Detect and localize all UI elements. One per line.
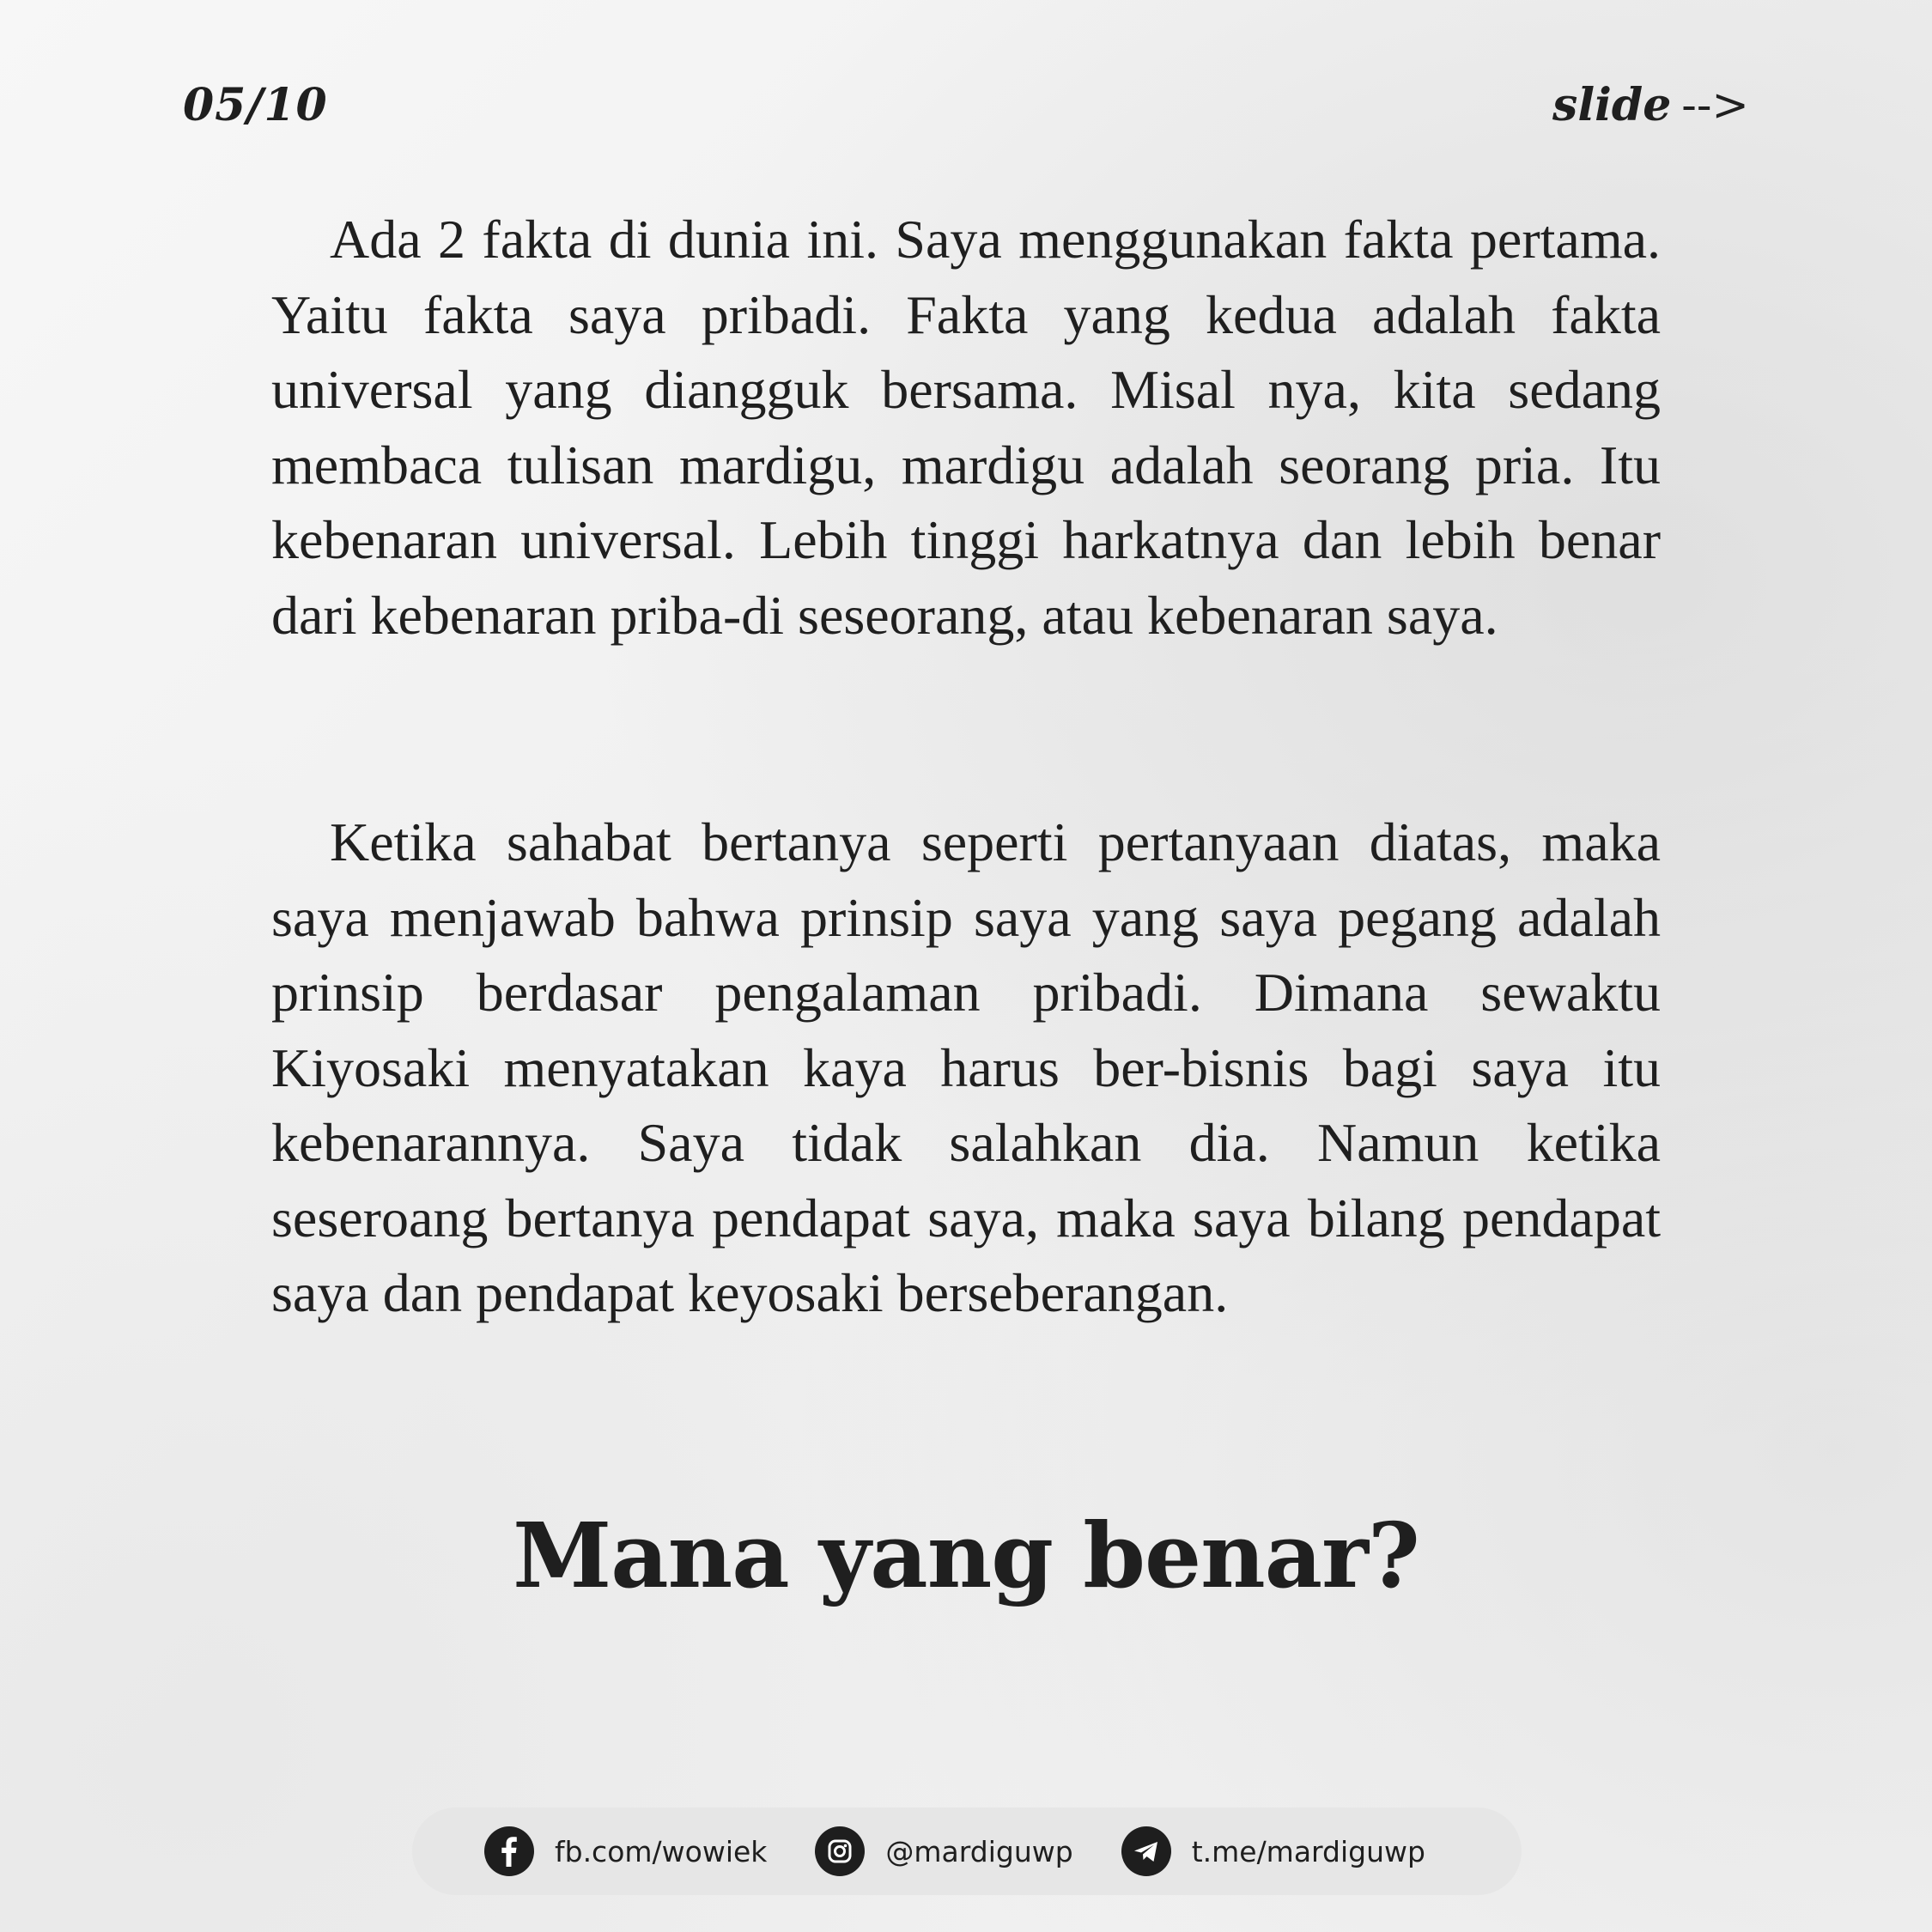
paragraph-1: Ada 2 fakta di dunia ini. Saya menggunakan fakta pertama. Yaitu fakta saya pribadi. Fakta yang kedua adalah fakta universal yang diangguk bersama. Misal nya, kita sedang membaca tulisan mardigu, mardigu adalah seorang pria. Itu kebenaran universal. Lebih tinggi harkatnya dan lebih benar dari kebenaran priba-di seseorang, atau kebenaran saya. bbox=[271, 209, 1661, 646]
instagram-label: @mardiguwp bbox=[885, 1834, 1073, 1868]
telegram-label: t.me/mardiguwp bbox=[1191, 1834, 1425, 1868]
instagram-icon bbox=[815, 1826, 865, 1876]
social-bar bbox=[412, 1807, 1522, 1895]
telegram-icon bbox=[1121, 1826, 1171, 1876]
facebook-label: fb.com/wowiek bbox=[555, 1834, 768, 1868]
question-heading: Mana yang benar? bbox=[513, 1503, 1419, 1608]
facebook-icon bbox=[484, 1826, 534, 1876]
slide-hint[interactable] bbox=[1552, 79, 1749, 131]
paragraph-2: Ketika sahabat bertanya seperti pertanyaan diatas, maka saya menjawab bahwa prinsip saya yang saya pegang adalah prinsip berdasar pengalaman pribadi. Dimana sewaktu Kiyosaki menyatakan kaya harus ber-bisnis bagi saya itu kebenarannya. Saya tidak salahkan dia. Namun ketika seseroang bertanya pendapat saya, maka saya bilang pendapat saya dan pendapat keyosaki berseberangan. bbox=[271, 811, 1661, 1323]
slide-label: slide bbox=[1552, 79, 1672, 131]
social-item-facebook[interactable] bbox=[484, 1826, 767, 1876]
slide-arrow: --> bbox=[1681, 80, 1749, 131]
page-number: 05/10 bbox=[183, 79, 328, 131]
social-item-instagram[interactable] bbox=[815, 1826, 1072, 1876]
social-item-telegram[interactable] bbox=[1121, 1826, 1425, 1876]
